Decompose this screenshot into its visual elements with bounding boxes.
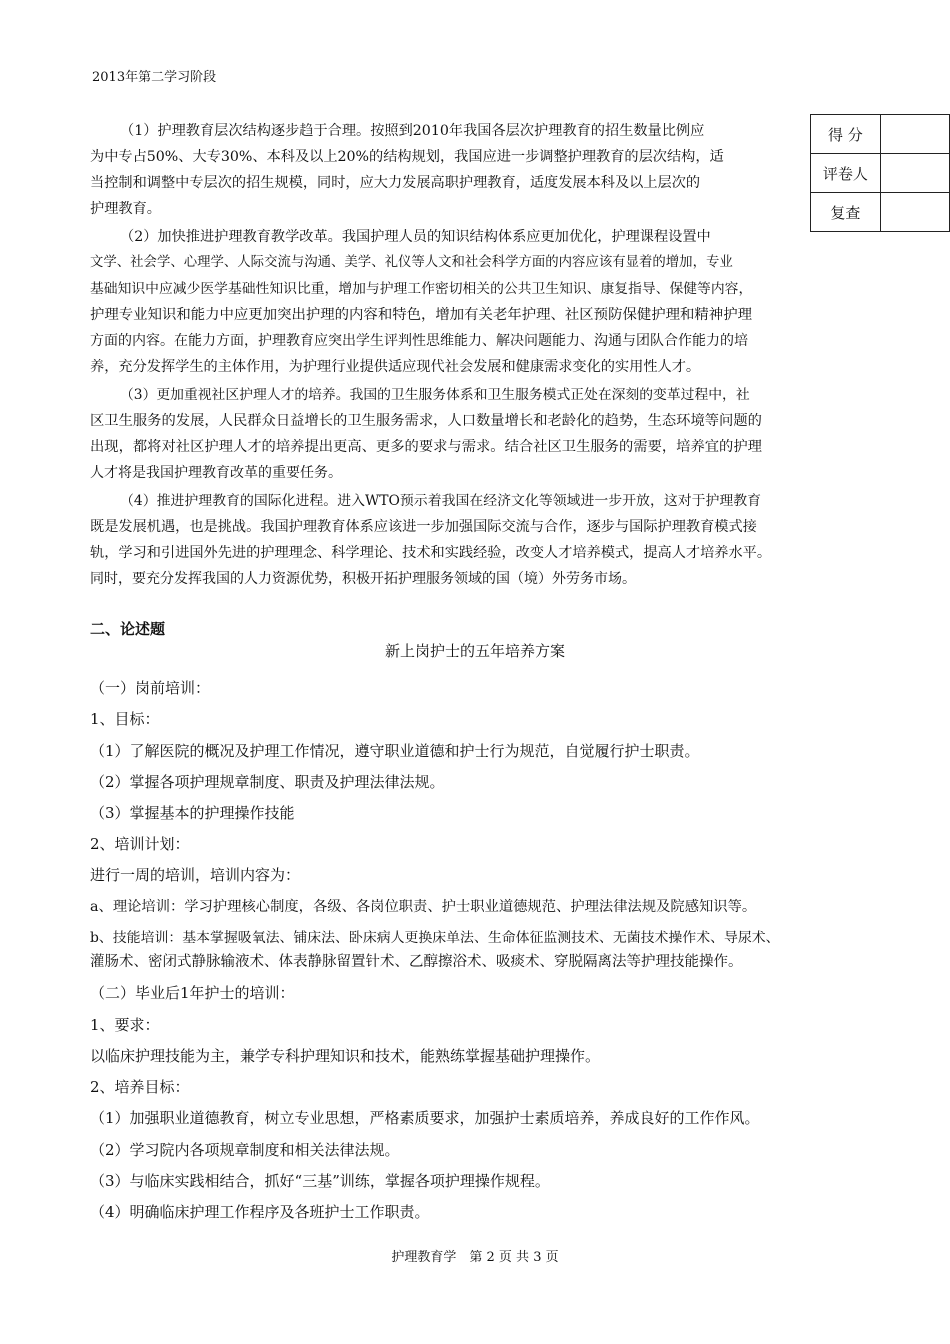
- paragraph-1: [90, 118, 724, 222]
- paragraph-line: 当控制和调整中专层次的招生规模，同时，应大力发展高职护理教育，适度发展本科及以上层次的: [90, 175, 701, 191]
- paragraph-line: 区卫生服务的发展，人民群众日益增长的卫生服务需求，人口数量增长和老龄化的趋势，生态环境等问题的: [90, 413, 762, 429]
- text-line: （一）岗前培训：: [90, 679, 211, 697]
- grader-value: [880, 154, 949, 193]
- text-line: （2）学习院内各项规章制度和相关法律法规。: [90, 1141, 400, 1159]
- text-line: 以临床护理技能为主，兼学专科护理知识和技术，能熟练掌握基础护理操作。: [90, 1047, 601, 1065]
- paragraph-line: 既是发展机遇，也是挑战。我国护理教育体系应该进一步加强国际交流与合作，逐步与国际护理教育模式接: [90, 519, 757, 535]
- paragraph-line: 人才将是我国护理教育改革的重要任务。: [90, 465, 342, 481]
- paragraph-line: 养，充分发挥学生的主体作用，为护理行业提供适应现代社会发展和健康需求变化的实用性人才。: [90, 359, 701, 375]
- paragraph-3: [90, 382, 762, 486]
- text-line: （3）与临床实践相结合，抓好“三基”训练，掌握各项护理操作规程。: [90, 1172, 550, 1190]
- paragraph-line: 轨，学习和引进国外先进的护理理念、科学理论、技术和实践经验，改变人才培养模式，提高人才培养水平。: [90, 545, 772, 561]
- text-line: 1、要求：: [90, 1016, 160, 1034]
- text-line: b、技能培训：基本掌握吸氧法、铺床法、卧床病人更换床单法、生命体征监测技术、无菌技术操作术、导尿术、: [90, 930, 780, 946]
- text-line: （1）加强职业道德教育，树立专业思想，严格素质要求，加强护士素质培养，养成良好的工作作风。: [90, 1109, 760, 1127]
- paragraph-line: 基础知识中应减少医学基础性知识比重，增加与护理工作密切相关的公共卫生知识、康复指导、保健等内容，: [90, 281, 753, 297]
- paragraph-line: （1）护理教育层次结构逐步趋于合理。按照到2010年我国各层次护理教育的招生数量比例应: [120, 123, 705, 139]
- text-line: （4）明确临床护理工作程序及各班护士工作职责。: [90, 1203, 430, 1221]
- paragraph-line: 方面的内容。在能力方面，护理教育应突出学生评判性思维能力、解决问题能力、沟通与团队合作能力的培: [90, 333, 748, 349]
- paragraph-2: [90, 224, 752, 380]
- score-value: [880, 115, 949, 154]
- text-line: a、理论培训：学习护理核心制度，各级、各岗位职责、护士职业道德规范、护理法律法规及院感知识等。: [90, 899, 757, 915]
- essay-title: 新上岗护士的五年培养方案: [384, 642, 565, 660]
- page-footer: 护理教育学 第 2 页 共 3 页: [391, 1250, 559, 1265]
- paragraph-line: 同时，要充分发挥我国的人力资源优势，积极开拓护理服务领域的国（境）外劳务市场。: [90, 571, 636, 587]
- paragraph-4: [90, 488, 771, 592]
- paragraph-line: （2）加快推进护理教育教学改革。我国护理人员的知识结构体系应更加优化，护理课程设置中: [120, 229, 711, 245]
- text-line: 灌肠术、密闭式静脉输液术、体表静脉留置针术、乙醇擦浴术、吸痰术、穿脱隔离法等护理技能操作。: [90, 954, 743, 970]
- paragraph-line: （4）推进护理教育的国际化进程。进入WTO预示着我国在经济文化等领域进一步开放，这对于护理教育: [120, 493, 762, 509]
- text-line: 进行一周的培训，培训内容为：: [90, 866, 301, 884]
- section-title: 二、论述题: [90, 620, 166, 638]
- score-table: [810, 114, 950, 232]
- text-line: （1）了解医院的概况及护理工作情况，遵守职业道德和护士行为规范，自觉履行护士职责。: [90, 742, 700, 760]
- paragraph-line: 护理专业知识和能力中应更加突出护理的内容和特色，增加有关老年护理、社区预防保健护理和精神护理: [90, 307, 752, 323]
- paragraph-line: 文学、社会学、心理学、人际交流与沟通、美学、礼仪等人文和社会科学方面的内容应该有显着的增加，专业: [90, 255, 733, 270]
- text-line: （二）毕业后1年护士的培训：: [90, 984, 295, 1002]
- score-label: 得 分: [811, 115, 881, 154]
- review-label: 复查: [811, 193, 881, 232]
- grader-label: 评卷人: [811, 154, 881, 193]
- review-value: [880, 193, 949, 232]
- paragraph-line: （3）更加重视社区护理人才的培养。我国的卫生服务体系和卫生服务模式正处在深刻的变革过程中，社: [120, 387, 750, 403]
- paragraph-line: 护理教育。: [90, 201, 161, 217]
- paragraph-line: 出现，都将对社区护理人才的培养提出更高、更多的要求与需求。结合社区卫生服务的需要，培养宜的护理: [90, 439, 762, 455]
- text-line: （2）掌握各项护理规章制度、职责及护理法律法规。: [90, 773, 445, 791]
- page-header: 2013年第二学习阶段: [92, 70, 217, 85]
- paragraph-line: 为中专占50%、大专30%、本科及以上20%的结构规划，我国应进一步调整护理教育的层次结构，适: [90, 149, 724, 165]
- text-line: 1、目标：: [90, 710, 160, 728]
- text-line: （3）掌握基本的护理操作技能: [90, 804, 295, 822]
- text-line: 2、培养目标：: [90, 1078, 190, 1096]
- text-line: 2、培训计划：: [90, 835, 190, 853]
